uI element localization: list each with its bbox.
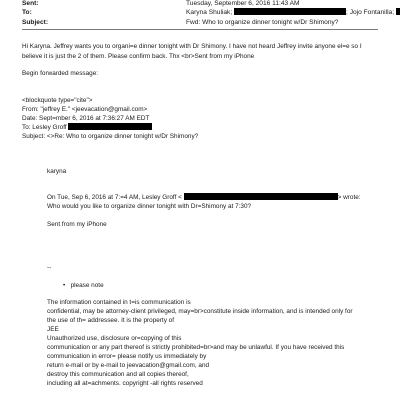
disclaimer-line: Unauthorized use, disclosure or=copying of this [47,335,182,342]
quoted-question: Who would you like to organize dinner tonight with Dr=Shimony at 7:30? [47,203,252,210]
blockquote-tag: <blockquote type="cite"> [22,97,93,104]
disclaimer-line: confidential, may be attorney-client privileged, may=br>constitute inside information, and is intended only for [47,308,353,315]
bullet-dot: • [63,282,71,289]
to-recipient-karyna: Karyna Shuliak; [186,9,233,16]
sent-from-iphone: Sent from my iPhone [47,221,107,228]
to-recipient-jojo: ; Jojo Fontanilla; [346,9,395,16]
to-label: To: [22,9,32,16]
disclaimer-line: The information contained in t=is communication is [47,299,191,306]
disclaimer-line: communication in error= please notify us immediately by [47,353,207,360]
disclaimer-line: communication or any part thereof is strictly prohibited=br>and may be unlawful. If you have received this [47,344,345,351]
forwarded-date: Date: Sept=mber 6, 2016 at 7:36:27 AM EDT [22,115,150,122]
subject-label: Subject: [22,19,49,26]
sent-label: Sent: [22,0,39,7]
body-line: Hi Karyna. Jeffrey wants you to organi=e dinner tonight with Dr Shimony. I have not heard Jeffrey invite anyone el=e so I [22,43,362,50]
disclaimer-line: return e-mail or by e-mail to jeevacation@gmail.com, and [47,362,210,369]
body-line: believe it is just the 2 of them. Please confirm back. Thx <br>Sent from my iPhone [22,53,255,60]
sent-value: Tuesday, September 6, 2016 11:43 AM [186,0,300,7]
disclaimer-line: the use of th= addressee. It is the property of [47,317,175,324]
quoted-header-start: On Tue, Sep 6, 2016 at 7:=4 AM, Lesley Groff < [47,194,182,201]
redaction-box [184,193,338,200]
forwarded-to-label: To: Lesley Groff [22,124,67,131]
quoted-header [47,193,361,202]
begin-forwarded: Begin forwarded message: [22,70,99,77]
signature-dash: -- [47,264,52,271]
disclaimer-line: including all at=achments. copyright -all rights reserved [47,380,203,387]
redaction-box [234,8,346,15]
forwarded-from: From: "jeffrey E." <jeevacation@gmail.com> [22,106,148,113]
header-divider [22,29,378,30]
quoted-header-end: > wrote: [337,194,361,201]
please-note-text: please note [70,282,104,289]
please-note [63,281,104,290]
forwarded-subject: Subject: <>Re: Who to organize dinner tonight w/Dr Shimony? [22,133,199,140]
redaction-box [68,123,152,130]
redaction-box [396,8,400,15]
forwarded-to [22,123,152,132]
karyna-line: karyna [47,168,67,175]
disclaimer-line: JEE [47,326,59,333]
disclaimer-line: destroy this communication and all copies thereof, [47,371,189,378]
subject-value: Fwd: Who to organize dinner tonight w/Dr Shimony? [186,19,339,26]
to-value [186,8,400,17]
